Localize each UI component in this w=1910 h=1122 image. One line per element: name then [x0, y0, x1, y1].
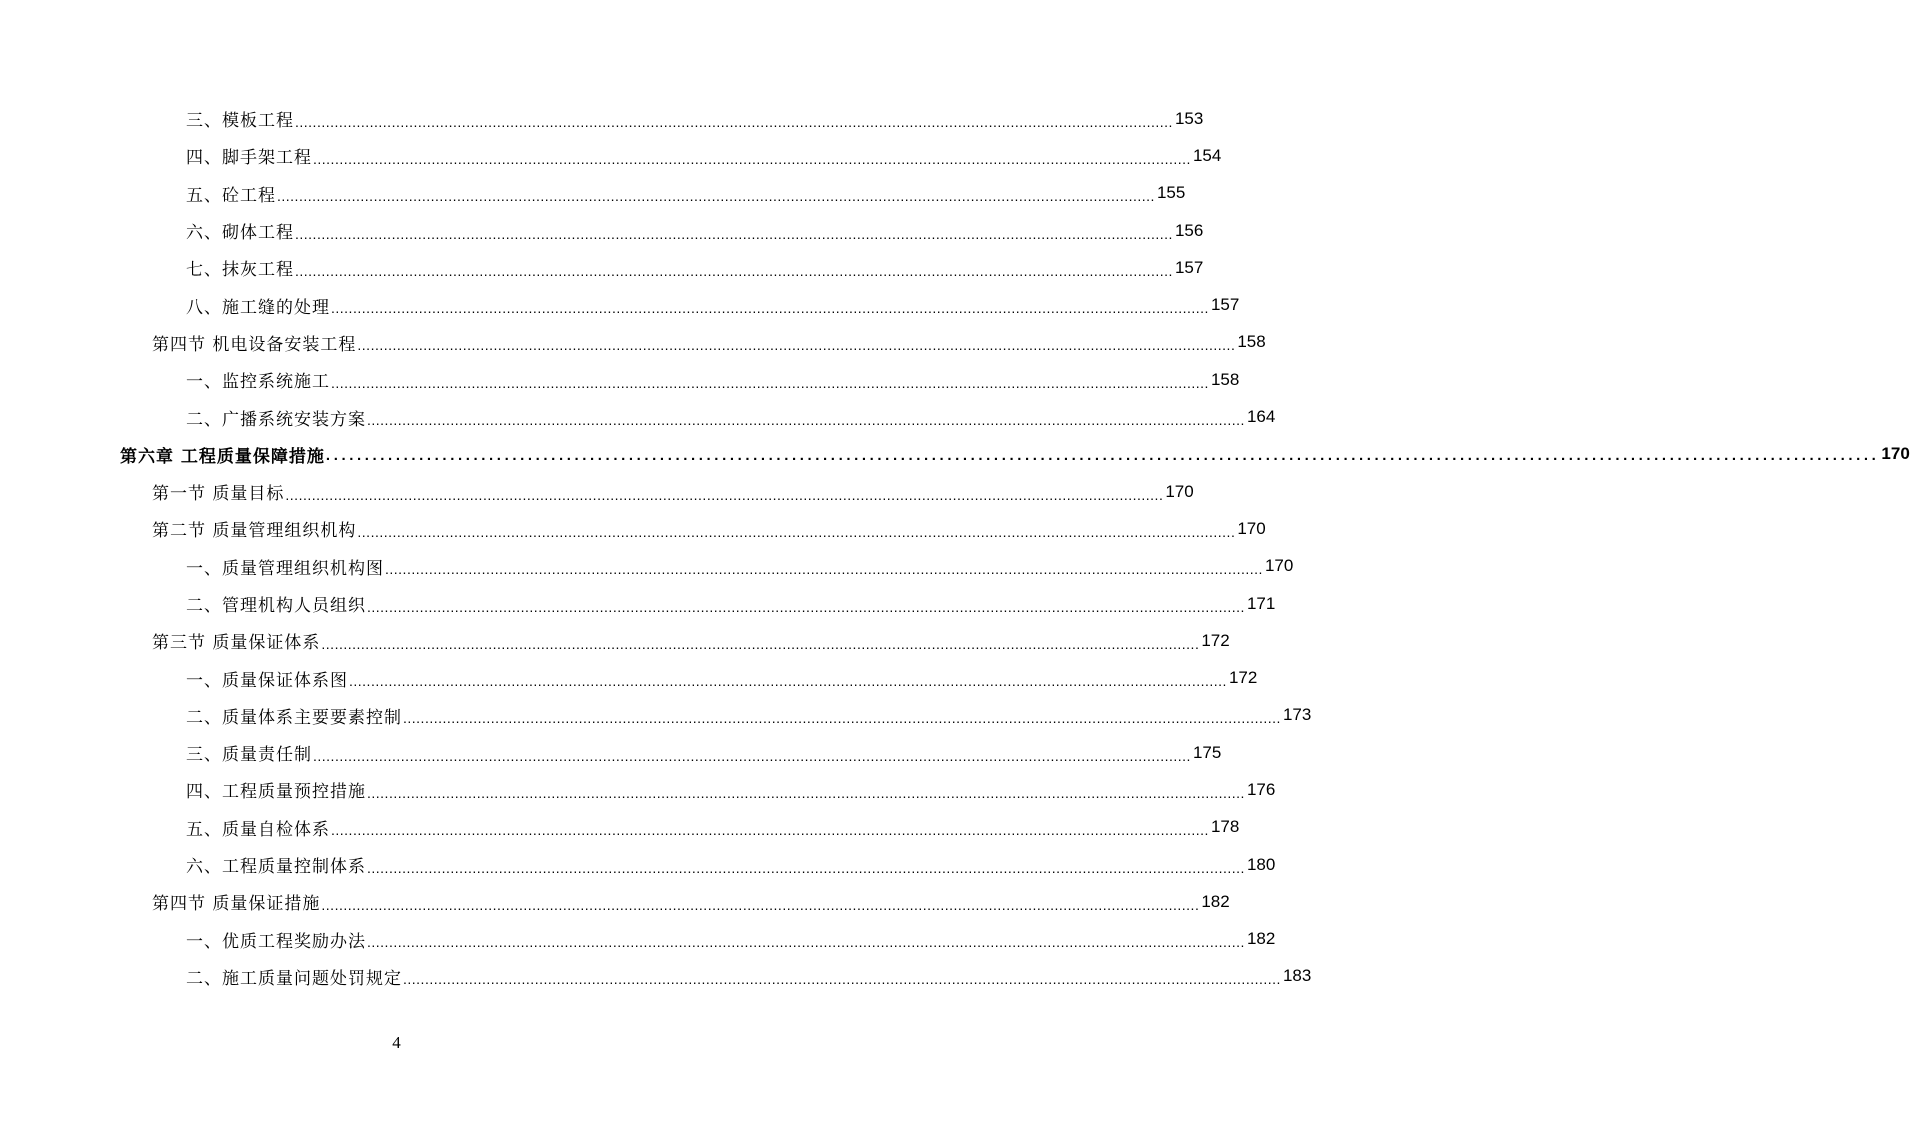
toc-section-entry[interactable]	[0, 510, 1266, 547]
toc-entry-label: 七、抹灰工程	[186, 260, 294, 281]
toc-leader-dots: ........................................................................................................................................................................................................	[295, 262, 1173, 279]
toc-entry-label: 一、监控系统施工	[186, 372, 330, 393]
table-of-contents	[0, 100, 1910, 995]
toc-leader-dots: ........................................................................................................................................................................................................	[277, 188, 1155, 205]
toc-subsection-entry[interactable]	[0, 398, 1276, 435]
toc-subsection-entry[interactable]	[0, 361, 1240, 398]
toc-subsection-entry[interactable]	[0, 100, 1204, 137]
toc-subsection-entry[interactable]	[0, 659, 1258, 696]
toc-entry-label: 第一节 质量目标	[152, 484, 285, 505]
toc-leader-dots: ........................................................................................................................................................................................................	[385, 561, 1263, 578]
toc-chapter-entry[interactable]	[0, 436, 1910, 473]
toc-entry-page: 182	[1201, 891, 1230, 911]
toc-entry-page: 178	[1210, 817, 1240, 837]
toc-subsection-entry[interactable]	[0, 137, 1222, 174]
toc-leader-dots: ........................................................................................................................................................................................................	[295, 113, 1173, 130]
toc-entry-label: 一、质量保证体系图	[186, 670, 348, 691]
toc-leader-dots: ........................................................................................................................................................................................................	[321, 896, 1200, 913]
toc-leader-dots: ........................................................................................................................................................................................................	[285, 486, 1164, 503]
toc-entry-label: 二、管理机构人员组织	[186, 596, 366, 616]
toc-leader-dots: ........................................................................................................................................................................................................	[313, 150, 1191, 167]
toc-entry-label: 一、质量管理组织机构图	[186, 558, 384, 579]
toc-entry-page: 158	[1210, 369, 1240, 389]
toc-subsection-entry[interactable]	[0, 286, 1240, 323]
toc-leader-dots: ........................................................................................................................................................................................................	[295, 225, 1173, 242]
toc-entry-page: 183	[1282, 966, 1312, 986]
toc-leader-dots: ........................................................................................................................................................................................................	[331, 300, 1209, 317]
toc-subsection-entry[interactable]	[0, 249, 1204, 286]
toc-entry-label: 三、模板工程	[186, 111, 294, 132]
toc-entry-label: 五、质量自检体系	[186, 819, 330, 840]
toc-entry-label: 八、施工缝的处理	[186, 297, 330, 318]
toc-entry-page: 164	[1246, 407, 1276, 427]
toc-leader-dots: ........................................................................................................................................................................................................	[367, 412, 1245, 429]
toc-subsection-entry[interactable]	[0, 697, 1312, 734]
toc-entry-page: 155	[1156, 183, 1186, 203]
toc-entry-page: 182	[1246, 929, 1276, 949]
toc-section-entry[interactable]	[0, 324, 1266, 361]
toc-entry-label: 第六章 工程质量保障措施	[120, 446, 325, 467]
toc-subsection-entry[interactable]	[0, 958, 1312, 995]
toc-entry-page: 172	[1201, 630, 1230, 650]
toc-entry-label: 四、脚手架工程	[186, 148, 312, 169]
toc-entry-page: 170	[1264, 556, 1294, 576]
toc-leader-dots: ........................................................................................................................................................................................................	[357, 523, 1236, 540]
toc-subsection-entry[interactable]	[0, 585, 1276, 622]
toc-entry-page: 157	[1174, 257, 1204, 277]
toc-entry-page: 170	[1165, 481, 1194, 501]
toc-entry-label: 第四节 机电设备安装工程	[152, 334, 357, 355]
toc-entry-label: 第三节 质量保证体系	[152, 633, 321, 654]
toc-subsection-entry[interactable]	[0, 212, 1204, 249]
toc-subsection-entry[interactable]	[0, 921, 1276, 958]
toc-entry-page: 180	[1246, 854, 1276, 874]
toc-entry-label: 六、工程质量控制体系	[186, 857, 366, 878]
toc-section-entry[interactable]	[0, 883, 1230, 920]
toc-section-entry[interactable]	[0, 473, 1194, 510]
toc-entry-page: 171	[1246, 593, 1276, 613]
toc-leader-dots: ........................................................................................................................................................................................................	[357, 337, 1236, 354]
toc-entry-page: 173	[1282, 705, 1312, 725]
toc-leader-dots: ........................................................................................................................................................................................................	[325, 446, 1880, 464]
toc-leader-dots: ........................................................................................................................................................................................................	[331, 822, 1209, 839]
page-number: 4	[392, 1033, 401, 1052]
toc-leader-dots: ........................................................................................................................................................................................................	[403, 971, 1281, 988]
toc-leader-dots: ........................................................................................................................................................................................................	[313, 747, 1191, 764]
toc-subsection-entry[interactable]	[0, 734, 1222, 771]
toc-entry-page: 157	[1210, 295, 1240, 315]
toc-entry-page: 176	[1246, 779, 1276, 799]
toc-entry-label: 二、施工质量问题处罚规定	[186, 968, 402, 989]
toc-entry-label: 三、质量责任制	[186, 745, 312, 766]
toc-entry-page: 175	[1192, 742, 1222, 762]
toc-entry-label: 二、广播系统安装方案	[186, 409, 366, 430]
toc-entry-label: 第二节 质量管理组织机构	[152, 521, 357, 542]
toc-entry-page: 158	[1237, 332, 1266, 352]
toc-leader-dots: ........................................................................................................................................................................................................	[349, 673, 1227, 690]
toc-entry-page: 170	[1237, 518, 1266, 538]
toc-entry-label: 一、优质工程奖励办法	[186, 931, 366, 952]
toc-entry-page: 156	[1174, 220, 1204, 240]
toc-entry-label: 六、砌体工程	[186, 223, 294, 244]
toc-leader-dots: ........................................................................................................................................................................................................	[367, 784, 1245, 801]
toc-entry-label: 第四节 质量保证措施	[152, 894, 321, 915]
toc-entry-label: 四、工程质量预控措施	[186, 782, 366, 803]
toc-leader-dots: ........................................................................................................................................................................................................	[367, 859, 1245, 876]
toc-entry-page: 154	[1192, 145, 1222, 165]
toc-subsection-entry[interactable]	[0, 548, 1294, 585]
toc-entry-label: 五、砼工程	[186, 185, 276, 206]
toc-entry-page: 170	[1881, 444, 1910, 464]
toc-leader-dots: ........................................................................................................................................................................................................	[321, 635, 1200, 652]
toc-entry-page: 153	[1174, 108, 1204, 128]
toc-leader-dots: ........................................................................................................................................................................................................	[367, 934, 1245, 951]
toc-entry-label: 二、质量体系主要要素控制	[186, 707, 402, 728]
toc-section-entry[interactable]	[0, 622, 1230, 659]
toc-subsection-entry[interactable]	[0, 771, 1276, 808]
toc-subsection-entry[interactable]	[0, 809, 1240, 846]
toc-leader-dots: ........................................................................................................................................................................................................	[331, 374, 1209, 391]
toc-entry-page: 172	[1228, 668, 1258, 688]
toc-leader-dots: ........................................................................................................................................................................................................	[367, 598, 1245, 615]
toc-leader-dots: ........................................................................................................................................................................................................	[403, 710, 1281, 727]
toc-subsection-entry[interactable]	[0, 846, 1276, 883]
toc-subsection-entry[interactable]	[0, 175, 1186, 212]
